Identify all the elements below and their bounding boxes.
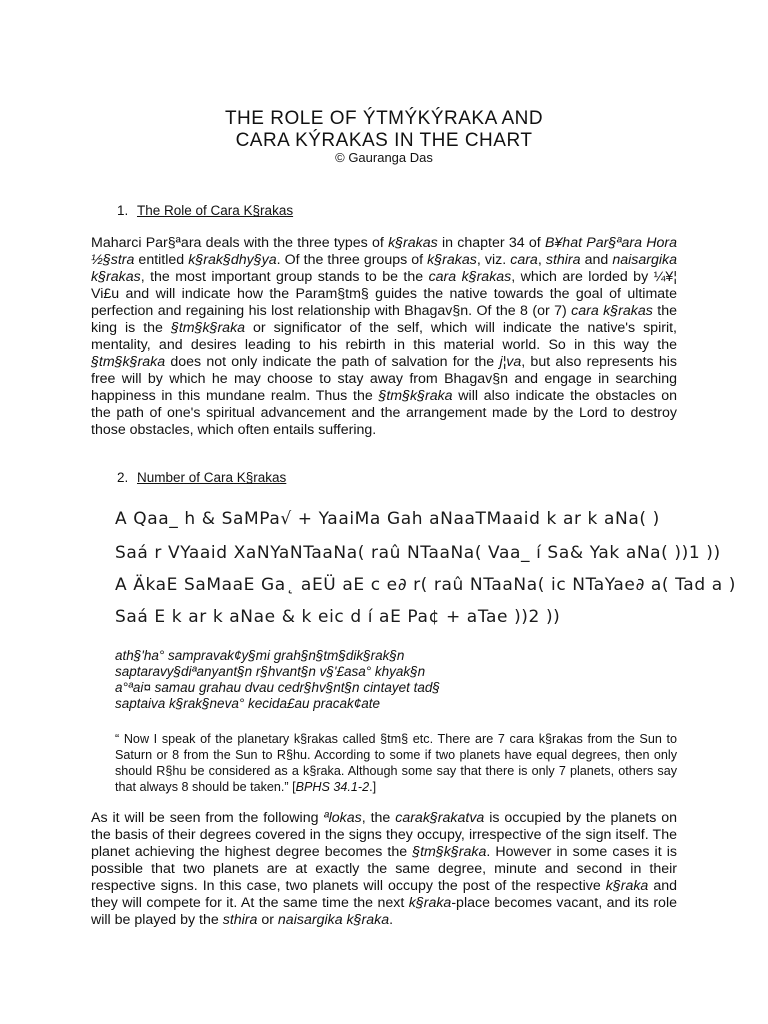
transliteration-line: saptaravy§diªanyant§n r§hvant§n v§'£asa° khyak§n [115, 664, 426, 679]
section-title: Number of Cara K§rakas [137, 470, 287, 485]
verse-transliteration [115, 648, 440, 712]
author-credit: © Gauranga Das [335, 150, 433, 165]
section-number: 2. [117, 470, 129, 485]
section-heading-2 [117, 470, 286, 486]
document-title-line2: CARA KÝRAKAS IN THE CHART [235, 130, 533, 151]
section-heading-1 [117, 203, 293, 219]
verse-line: A ÄkaE SaMaaE Ga˛ aEÜ aE c e∂ r( raû NTaaNa( ic NTaYae∂ a( Tad a ) [115, 575, 736, 595]
verse-line: Saá r VYaaid XaNYaNTaaNa( raû NTaaNa( Vaa_ í Sa& Yak aNa( ))1 )) [115, 543, 721, 563]
transliteration-line: a°ªai¤ samau grahau dvau cedr§hv§nt§n cintayet tad§ [115, 680, 440, 695]
document-title-line1: THE ROLE OF ÝTMÝKÝRAKA AND [224, 108, 544, 129]
paragraph-1: Maharci Par§ªara deals with the three types of k§rakas in chapter 34 of B¥hat Par§ªara Hora ½§stra entitled k§rak§dhy§ya. Of the three groups of k§rakas, viz. cara, sthira and naisargika k§rakas, the most important group stands to be the cara k§rakas, which are lorded by ¼¥¦ Vi£u and will indicate how the Param§tm§ guides the native towards the goal of ultimate perfection and regaining his lost relationship with Bhagav§n. Of the 8 (or 7) cara k§rakas the king is the §tm§k§raka or significator of the self, which will indicate the native's spirit, mentality, and desires leading to his rebirth in this material world. So in this way the §tm§k§raka does not only indicate the path of salvation for the j¦va, but also represents his free will by which he may choose to stay away from Bhagav§n and engage in searching happiness in this mundane realm. Thus the §tm§k§raka will also indicate the obstacles on the path of one's spiritual advancement and the arrangement made by the Lord to destroy those obstacles, which often entails suffering. [91, 235, 678, 438]
verse-line: Saá E k ar k aNae & k eic d í aE Pa¢ + aTae ))2 )) [115, 607, 561, 627]
paragraph-2: As it will be seen from the following ªlokas, the carak§rakatva is occupied by the planets on the basis of their degrees covered in the signs they occupy, irrespective of the sign itself. The planet achieving the highest degree becomes the §tm§k§raka. However in some cases it is possible that two planets are at exactly the same degree, minute and second in their respective signs. In this case, two planets will occupy the post of the respective k§raka and they will compete for it. At the same time the next k§raka-place becomes vacant, and its role will be played by the sthira or naisargika k§raka. [91, 810, 677, 928]
transliteration-line: ath§'ha° sampravak¢y§mi grah§n§tm§dik§rak§n [115, 648, 405, 663]
section-title: The Role of Cara K§rakas [137, 203, 294, 218]
translation-quote: “ Now I speak of the planetary k§rakas called §tm§ etc. There are 7 cara k§rakas from the Sun to Saturn or 8 from the Sun to R§hu. According to some if two planets have equal degrees, then only should R§hu be considered as a k§raka. Although some say that there is only 7 planets, others say that always 8 should be taken.” [BPHS 34.1-2.] [115, 732, 677, 794]
verse-line: A Qaa_ h & SaMPa√ + YaaiMa Gah aNaaTMaaid k ar k aNa( ) [115, 509, 660, 529]
transliteration-line: saptaiva k§rak§neva° kecida£au pracak¢ate [115, 696, 381, 711]
quote-reference: BPHS 34.1-2 [295, 780, 370, 794]
section-number: 1. [117, 203, 129, 218]
